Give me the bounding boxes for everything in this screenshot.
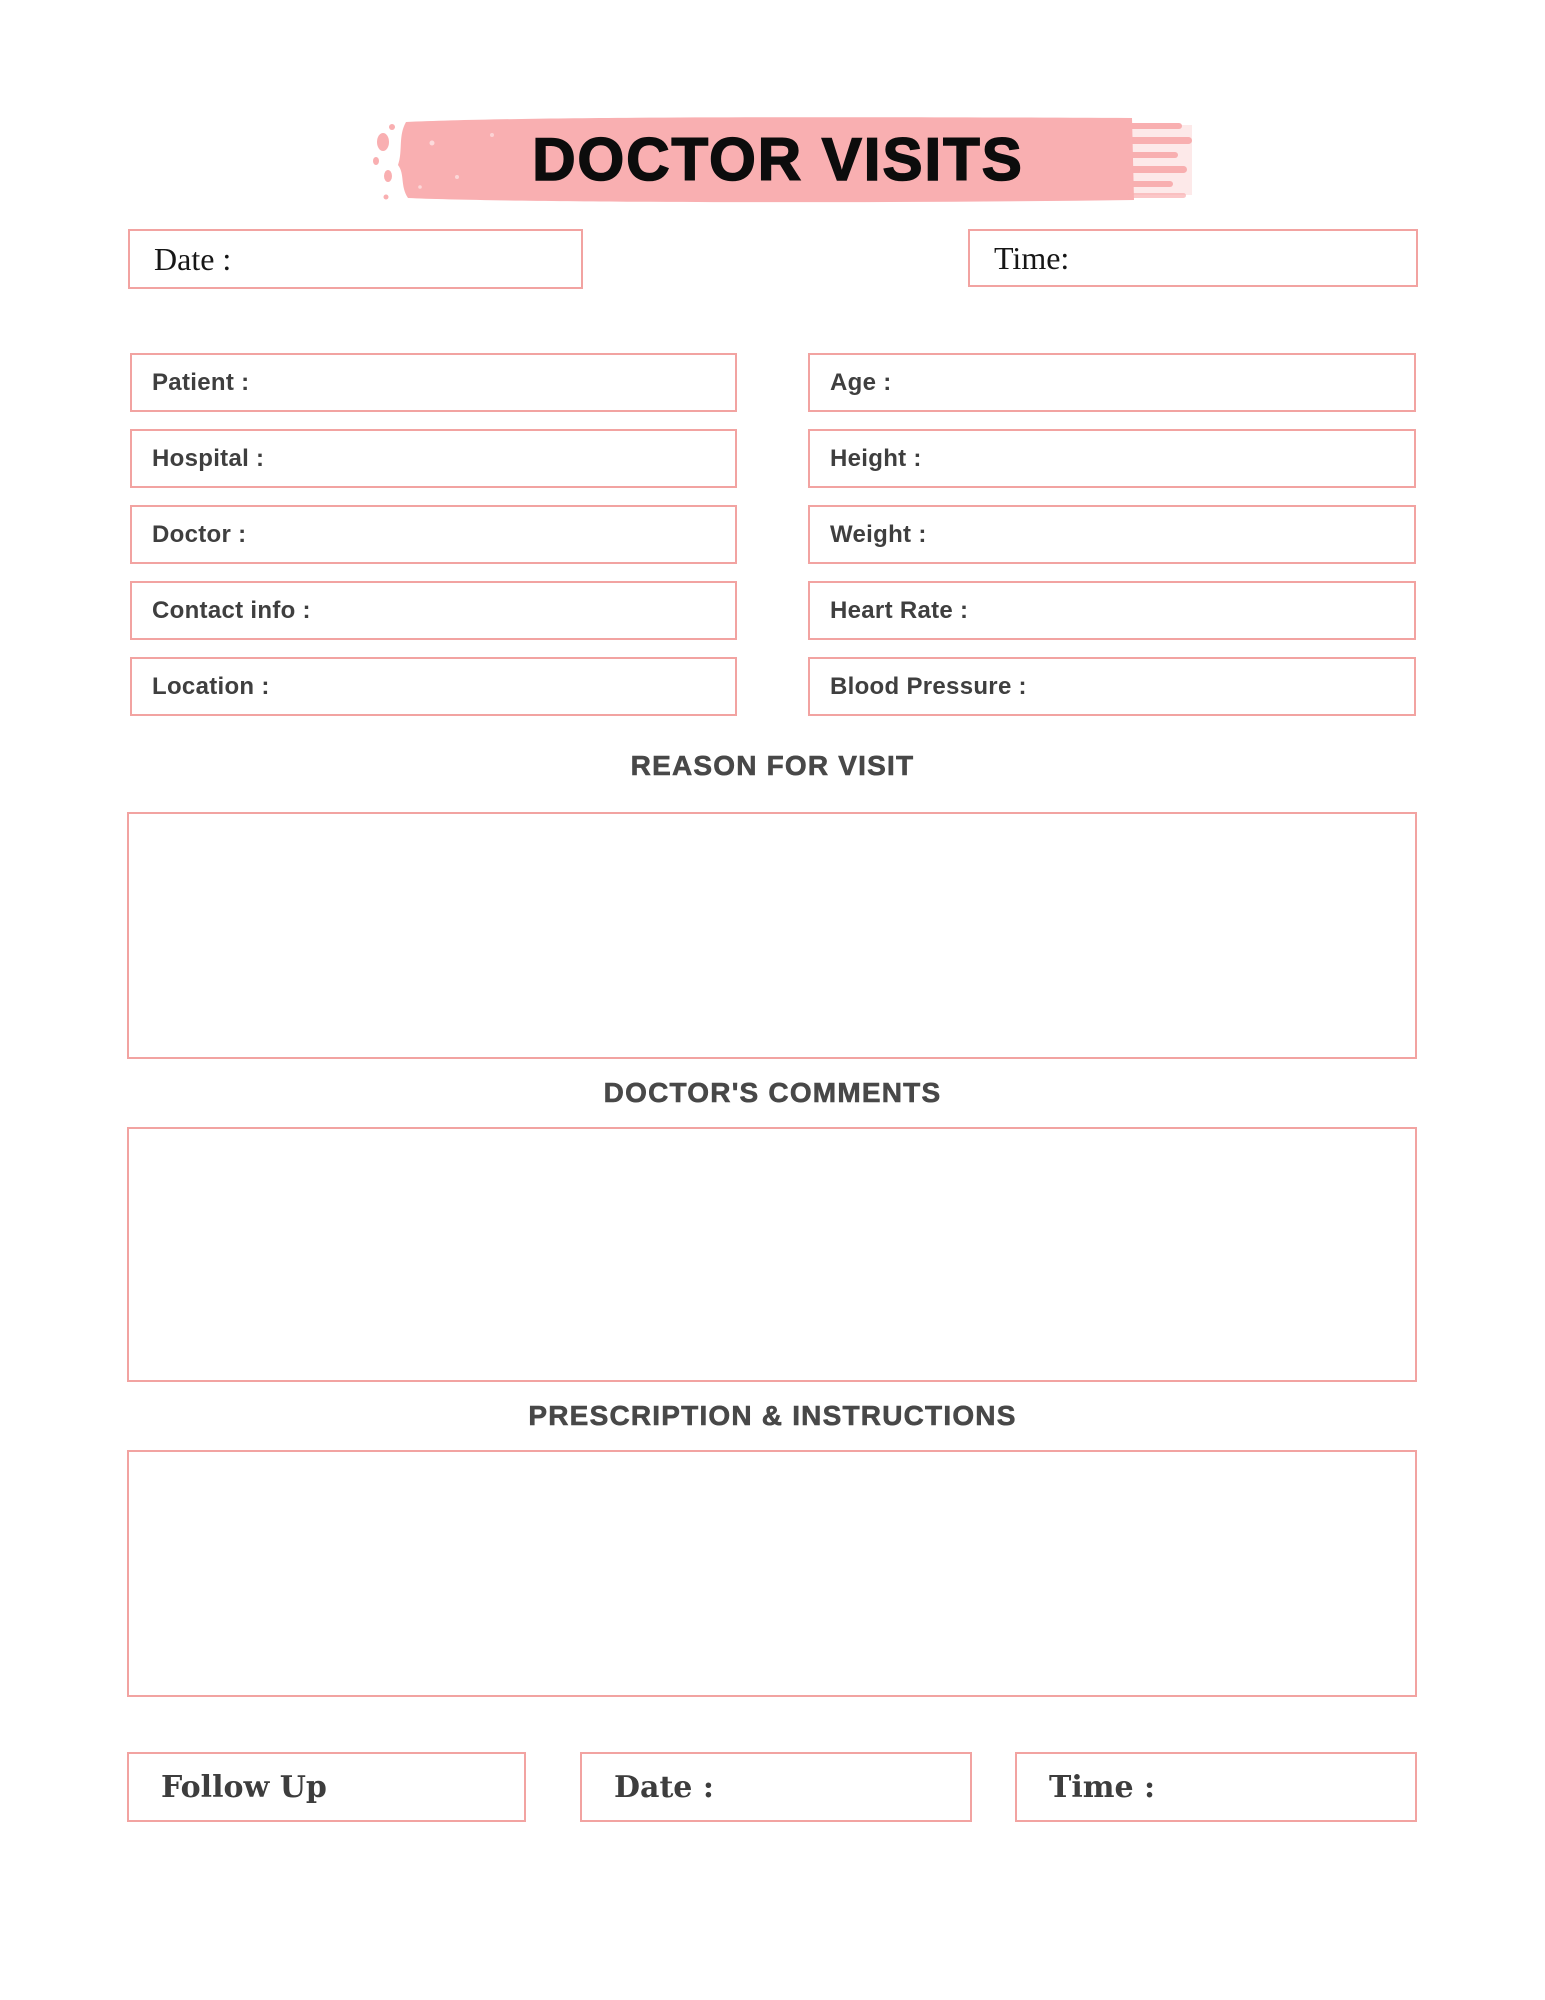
follow-up-field[interactable] xyxy=(127,1752,526,1822)
time-field[interactable] xyxy=(968,229,1418,287)
doctor-field[interactable] xyxy=(130,505,737,564)
reason-for-visit-heading: REASON FOR VISIT xyxy=(630,750,915,781)
title-banner xyxy=(362,113,1195,205)
heart-rate-label: Heart Rate : xyxy=(830,596,969,624)
doctor-label: Doctor : xyxy=(152,520,247,548)
contact-info-label: Contact info : xyxy=(152,596,311,624)
height-field[interactable] xyxy=(808,429,1416,488)
location-field[interactable] xyxy=(130,657,737,716)
weight-label: Weight : xyxy=(830,520,927,548)
location-label: Location : xyxy=(152,672,270,700)
age-label: Age : xyxy=(830,368,892,396)
date-field[interactable] xyxy=(128,229,583,289)
patient-label: Patient : xyxy=(152,368,250,396)
hospital-field[interactable] xyxy=(130,429,737,488)
weight-field[interactable] xyxy=(808,505,1416,564)
date-label: Date : xyxy=(154,240,232,277)
time-label: Time: xyxy=(994,239,1070,276)
blood-pressure-field[interactable] xyxy=(808,657,1416,716)
hospital-label: Hospital : xyxy=(152,444,265,472)
height-label: Height : xyxy=(830,444,922,472)
blood-pressure-label: Blood Pressure : xyxy=(830,672,1027,700)
follow-up-time-field[interactable] xyxy=(1015,1752,1417,1822)
heart-rate-field[interactable] xyxy=(808,581,1416,640)
age-field[interactable] xyxy=(808,353,1416,412)
follow-up-label: Follow Up xyxy=(161,1769,327,1805)
reason-for-visit-textarea[interactable] xyxy=(127,812,1417,1059)
follow-up-time-label: Time : xyxy=(1049,1769,1156,1805)
doctors-comments-heading: DOCTOR'S COMMENTS xyxy=(603,1077,942,1108)
follow-up-date-label: Date : xyxy=(614,1769,714,1805)
page-title: DOCTOR VISITS xyxy=(532,125,1024,193)
follow-up-date-field[interactable] xyxy=(580,1752,972,1822)
prescription-instructions-heading: PRESCRIPTION & INSTRUCTIONS xyxy=(528,1400,1017,1431)
prescription-instructions-textarea[interactable] xyxy=(127,1450,1417,1697)
doctors-comments-textarea[interactable] xyxy=(127,1127,1417,1382)
patient-field[interactable] xyxy=(130,353,737,412)
contact-info-field[interactable] xyxy=(130,581,737,640)
